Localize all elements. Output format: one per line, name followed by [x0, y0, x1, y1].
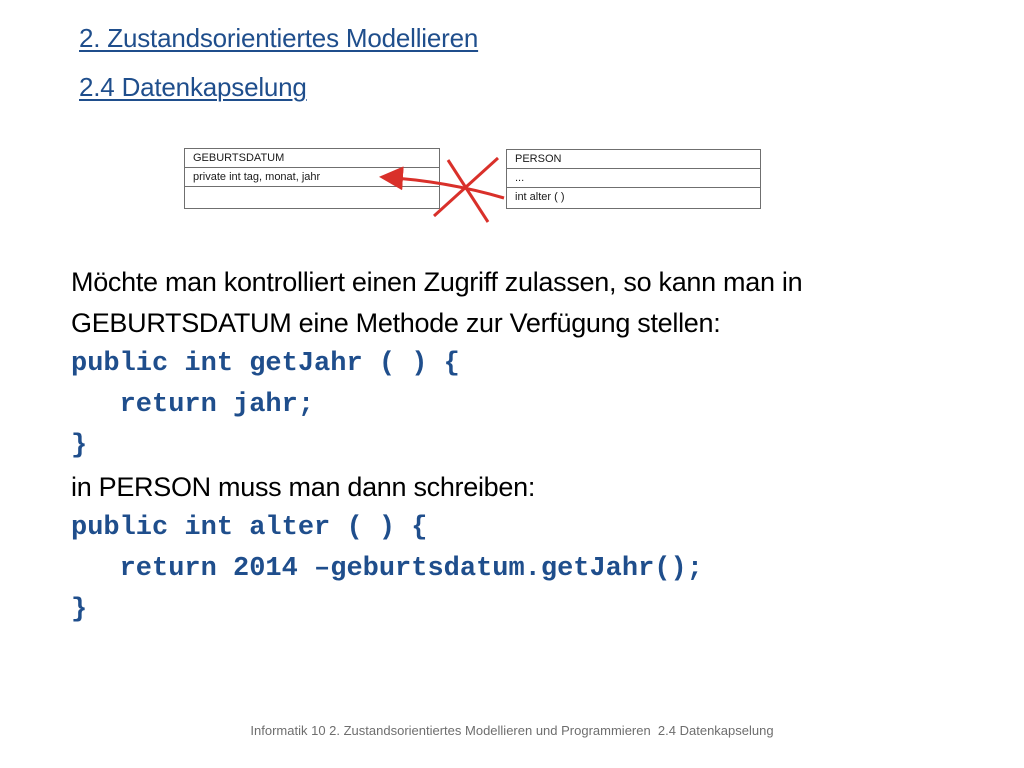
code-line: } [71, 431, 88, 461]
body-text: GEBURTSDATUM eine Methode zur Verfügung stellen: [71, 308, 721, 338]
uml-class-name: PERSON [507, 150, 760, 169]
code-line: public int getJahr ( ) { [71, 349, 460, 379]
body-text: in PERSON muss man dann schreiben: [71, 472, 536, 502]
uml-class-methods: int alter ( ) [515, 191, 565, 203]
cross-mark-stroke [434, 158, 498, 216]
slide-subtitle: 2.4 Datenkapselung [79, 72, 307, 102]
uml-class-name: GEBURTSDATUM [185, 149, 439, 168]
slide-footer: Informatik 10 2. Zustandsorientiertes Modellieren und Programmieren 2.4 Datenkapselung [250, 723, 774, 738]
uml-class-attributes: private int tag, monat, jahr [185, 168, 439, 187]
uml-class-attributes: ... [507, 169, 760, 188]
forbidden-access-overlay [370, 150, 520, 230]
code-line: return 2014 –geburtsdatum.getJahr(); [71, 554, 703, 584]
code-line: return jahr; [71, 390, 315, 420]
code-line: } [71, 595, 88, 625]
body-text: Möchte man kontrolliert einen Zugriff zulassen, so kann man in [71, 267, 803, 297]
access-arrow [382, 177, 504, 198]
code-line: public int alter ( ) { [71, 513, 428, 543]
slide-title: 2. Zustandsorientiertes Modellieren [79, 23, 479, 53]
slide-body [71, 262, 971, 631]
uml-class-person [506, 149, 761, 209]
